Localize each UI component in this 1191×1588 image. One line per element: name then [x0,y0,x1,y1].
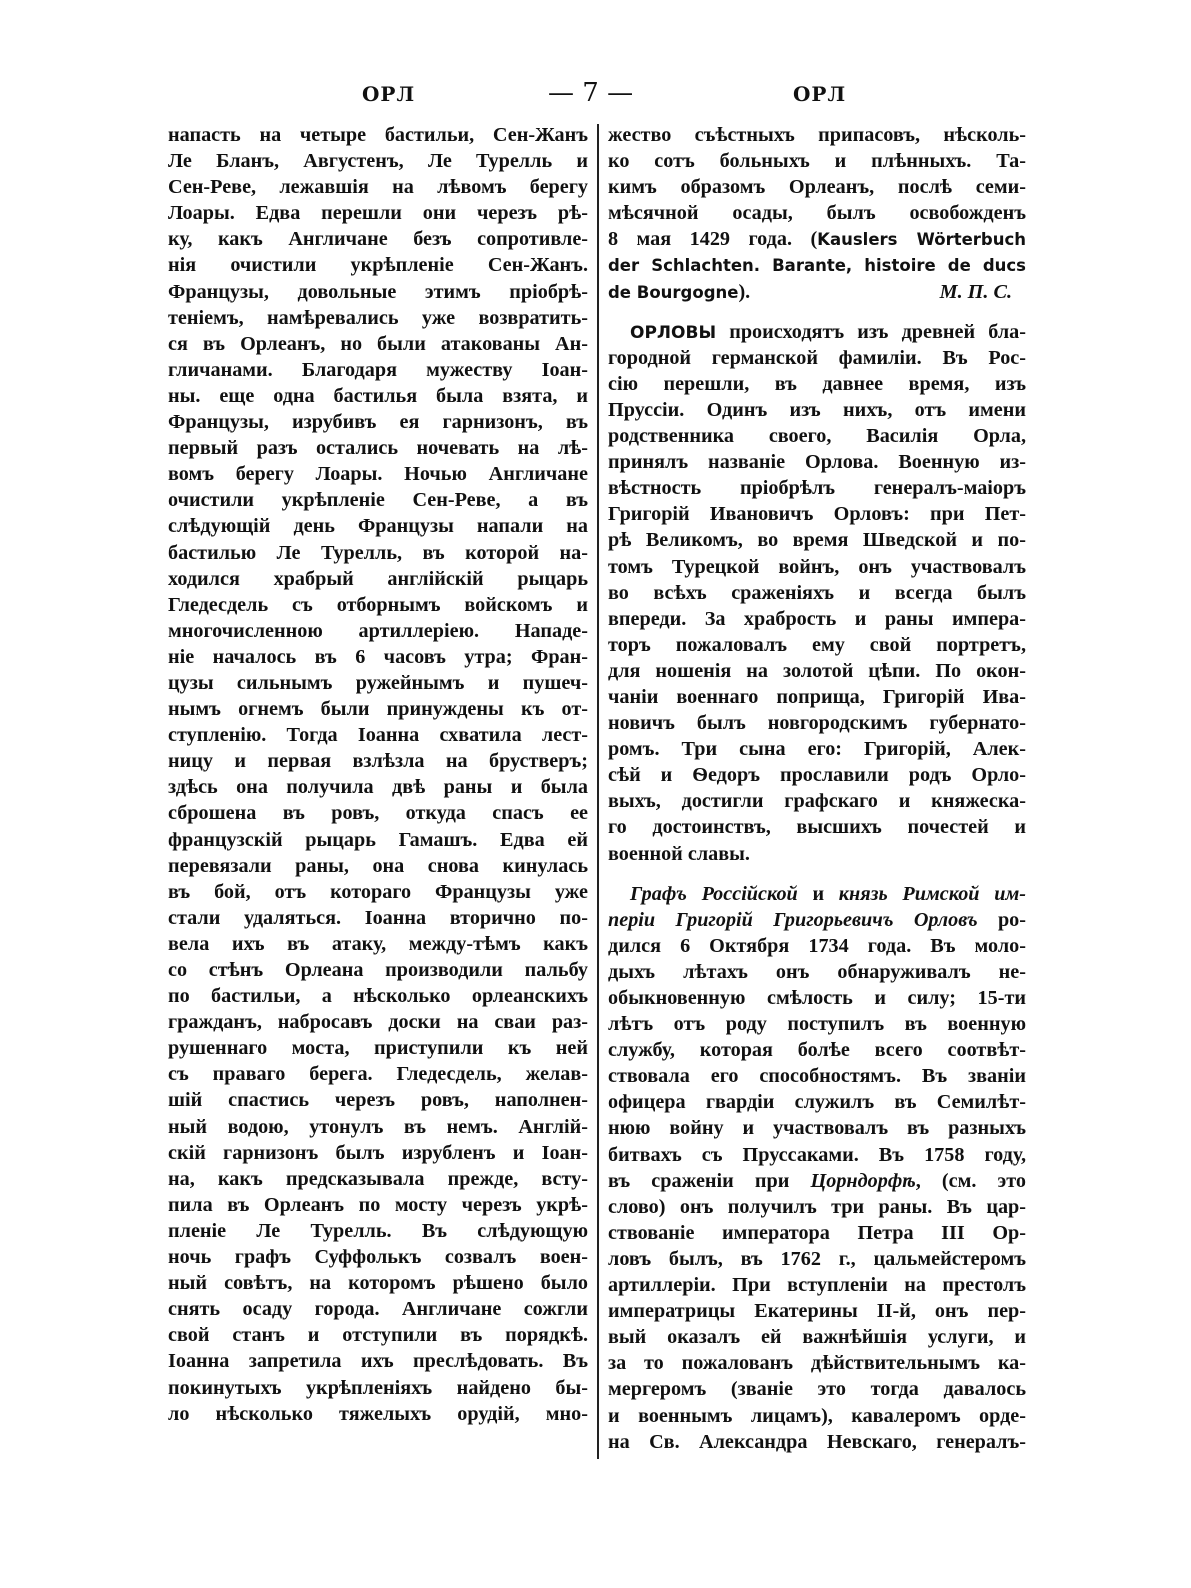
text-line: шій спастись черезъ ровъ, наполнен- [168,1089,588,1112]
text-line: рѣ Великомъ, во время Шведской и по- [608,529,1026,552]
text-line: дился 6 Октября 1734 года. Въ моло- [608,934,1026,957]
text-line: французскій рыцарь Гамашъ. Едва ей [168,828,588,851]
column-divider [597,124,599,1459]
text-line: мѣсячной осады, былъ освобожденъ [608,202,1026,225]
text-line: Іоанна запретила ихъ преслѣдовать. Въ [168,1350,588,1373]
text-line: жество съѣстныхъ припасовъ, нѣсколь- [608,124,1026,146]
text-line: обыкновенную смѣлость и силу; 15-ти [608,987,1026,1009]
text-line: ницу и первая взлѣзла на брустверъ; [168,750,588,773]
text-line: 8 мая 1429 года. (Kauslers Wörterbuch [608,228,1026,251]
text-line: свой станъ и отступили въ порядкѣ. [168,1324,588,1347]
text-line: Сен-Реве, лежавшія на лѣвомъ берегу [168,176,588,199]
text-line: родственника своего, Василія Орла, [608,425,1026,448]
text-line: гражданъ, набросавъ доски на сваи раз- [168,1011,588,1034]
text-line: слѣдующій день Французы напали на [168,515,588,538]
text-line: напасть на четыре бастильи, Сен-Жанъ [168,124,588,146]
text-line: Гледесдель съ отборнымъ войскомъ и [168,593,588,616]
text-line: Французы, довольные этимъ пріобрѣ- [168,280,588,303]
text-line: ОРЛОВЫ происходятъ изъ древней бла- [630,320,1026,343]
text-line: императрицы Екатерины II-й, онъ пер- [608,1300,1026,1323]
text-line: дыхъ лѣтахъ онъ обнаруживалъ не- [608,960,1026,983]
text-line: періи Григорій Григорьевичъ Орловъ ро- [608,908,1026,931]
text-line: первый разъ остались ночевать на лѣ- [168,437,588,460]
text-line: ко сотъ больныхъ и плѣнныхъ. Та- [608,150,1026,173]
text-line: ловъ былъ, въ 1762 г., цальмейстеромъ [608,1247,1026,1270]
text-line: торъ пожаловалъ ему свой портретъ, [608,633,1026,656]
text-line: вомъ берегу Лоары. Ночью Англичане [168,463,588,486]
author-signature: М. П. С. [939,280,1012,303]
text-line: ствовала его способностямъ. Въ званіи [608,1065,1026,1088]
text-line: ромъ. Три сына его: Григорій, Алек- [608,738,1026,761]
text-line: и военнымъ лицамъ), кавалеромъ орде- [608,1404,1026,1427]
text-line: го достоинствъ, высшихъ почестей и [608,816,1026,839]
text-line: снять осаду города. Англичане сожгли [168,1298,588,1321]
text-line: Ле Бланъ, Августенъ, Ле Турелль и [168,150,588,173]
text-line: сброшена въ ровъ, откуда спасъ ее [168,802,588,825]
text-line: принялъ названіе Орлова. Военную из- [608,451,1026,474]
header-left-catchword: ОРЛ [362,82,416,106]
text-line: новичъ былъ новгородскимъ губернато- [608,712,1026,735]
text-line: въ бой, отъ котораго Французы уже [168,880,588,903]
text-line: сѣй и Ѳедоръ прославили родъ Орло- [608,764,1026,787]
text-line: Григорій Ивановичъ Орловъ: при Пет- [608,503,1026,526]
text-line: чаніи военнаго поприща, Григорій Ива- [608,685,1026,708]
text-line: ный водою, утонулъ въ немъ. Англій- [168,1115,588,1138]
page-header [0,78,1191,118]
text-line: со стѣнъ Орлеана производили пальбу [168,959,588,981]
text-line: слово) онъ получилъ три раны. Въ цар- [608,1195,1026,1218]
text-line: службу, которая болѣе всего соотвѣт- [608,1039,1026,1062]
left-column [168,122,588,1427]
text-line: ку, какъ Англичане безъ сопротивле- [168,228,588,251]
text-line: за то пожалованъ дѣйствительнымъ ка- [608,1352,1026,1375]
text-line: ходился храбрый англійскій рыцарь [168,567,588,590]
text-line: военной славы. [608,842,750,865]
text-line: по бастильи, а нѣсколько орлеанскихъ [168,985,588,1008]
paragraph-gap [608,867,1026,881]
text-line: томъ Турецкой войнъ, онъ участвовалъ [608,555,1026,578]
text-line: пленіе Ле Турелль. Въ слѣдующую [168,1219,588,1242]
text-line: ся въ Орлеанъ, но были атакованы Ан- [168,332,588,355]
text-line: скій гарнизонъ былъ изрубленъ и Іоан- [168,1141,588,1164]
text-line: Лоары. Едва перешли они черезъ рѣ- [168,202,588,225]
text-line: битвахъ съ Пруссаками. Въ 1758 году, [608,1143,1026,1166]
right-column [608,122,1026,1455]
text-line: перевязали раны, она снова кинулась [168,854,588,877]
text-line: въ сраженіи при Цорндорфѣ, (см. это [608,1169,1026,1192]
page-number: — 7 — [548,78,634,108]
text-line: der Schlachten. Barante, histoire de ducs [608,256,1026,276]
text-line: ночь графъ Суффолькъ созвалъ воен- [168,1246,588,1269]
text-line: артиллеріи. При вступленіи на престолъ [608,1274,1026,1297]
text-line: для ношенія на золотой цѣпи. По окон- [608,659,1026,682]
text-line: очистили укрѣпленіе Сен-Реве, а въ [168,489,588,512]
text-line: на, какъ предсказывала прежде, всту- [168,1167,588,1190]
text-line: Пруссіи. Одинъ изъ нихъ, отъ имени [608,398,1026,421]
text-line: цузы сильнымъ ружейнымъ и пушеч- [168,671,588,694]
entry-heading: ОРЛОВЫ [630,322,717,343]
text-line: теніемъ, намѣревались уже возвратить- [168,306,588,329]
text-line: многочисленною артиллеріею. Нападе- [168,619,588,642]
text-line: городной германской фамиліи. Въ Рос- [608,346,1026,369]
text-line: стали удаляться. Іоанна вторично по- [168,906,588,929]
text-line: Графъ Россійской и князь Римской им- [630,882,1026,905]
text-line: выхъ, достигли графскаго и княжеска- [608,790,1026,813]
text-line: Французы, изрубивъ ея гарнизонъ, въ [168,411,588,434]
text-line: покинутыхъ укрѣпленіяхъ найдено бы- [168,1376,588,1399]
text-line: мергеромъ (званіе это тогда давалось [608,1378,1026,1401]
text-line: вела ихъ въ атаку, между-тѣмъ какъ [168,932,588,955]
header-right-catchword: ОРЛ [793,82,847,106]
text-line: de Bourgogne). М. П. С. [608,279,1026,305]
text-line: вый оказалъ ей важнѣйшія услуги, и [608,1326,1026,1349]
text-line: нымъ огнемъ были принуждены къ от- [168,698,588,721]
text-line: пила въ Орлеанъ по мосту черезъ укрѣ- [168,1193,588,1216]
text-line: рушеннаго моста, приступили къ ней [168,1037,588,1060]
text-line: кимъ образомъ Орлеанъ, послѣ семи- [608,176,1026,199]
text-line: бастилью Ле Турелль, въ которой на- [168,541,588,564]
text-line: нюю войну и участвовалъ въ разныхъ [608,1117,1026,1140]
text-line: вѣстность пріобрѣлъ генералъ-маіоръ [608,477,1026,500]
text-line: ны. еще одна бастилья была взята, и [168,384,588,407]
text-line: ствованіе императора Петра III Ор- [608,1221,1026,1244]
text-line: впереди. За храбрость и раны импера- [608,607,1026,630]
text-line: ло нѣсколько тяжелыхъ орудій, мно- [168,1402,588,1425]
text-line: ный совѣтъ, на которомъ рѣшено было [168,1272,588,1295]
text-line: ступленію. Тогда Іоанна схватила лест- [168,724,588,747]
text-line: здѣсь она получила двѣ раны и была [168,776,588,799]
text-line: офицера гвардіи служилъ въ Семилѣт- [608,1091,1026,1114]
text-line: ніе началось въ 6 часовъ утра; Фран- [168,645,588,668]
text-line: на Св. Александра Невскаго, генералъ- [608,1430,1026,1453]
paragraph-gap [608,305,1026,319]
text-line: сію перешли, въ давнее время, изъ [608,372,1026,395]
text-line: гличанами. Благодаря мужеству Іоан- [168,358,588,381]
text-line: съ праваго берега. Гледесдель, желав- [168,1063,588,1086]
text-line: во всѣхъ сраженіяхъ и всегда былъ [608,581,1026,604]
text-line: лѣтъ отъ роду поступилъ въ военную [608,1013,1026,1036]
text-line: нія очистили укрѣпленіе Сен-Жанъ. [168,254,588,277]
